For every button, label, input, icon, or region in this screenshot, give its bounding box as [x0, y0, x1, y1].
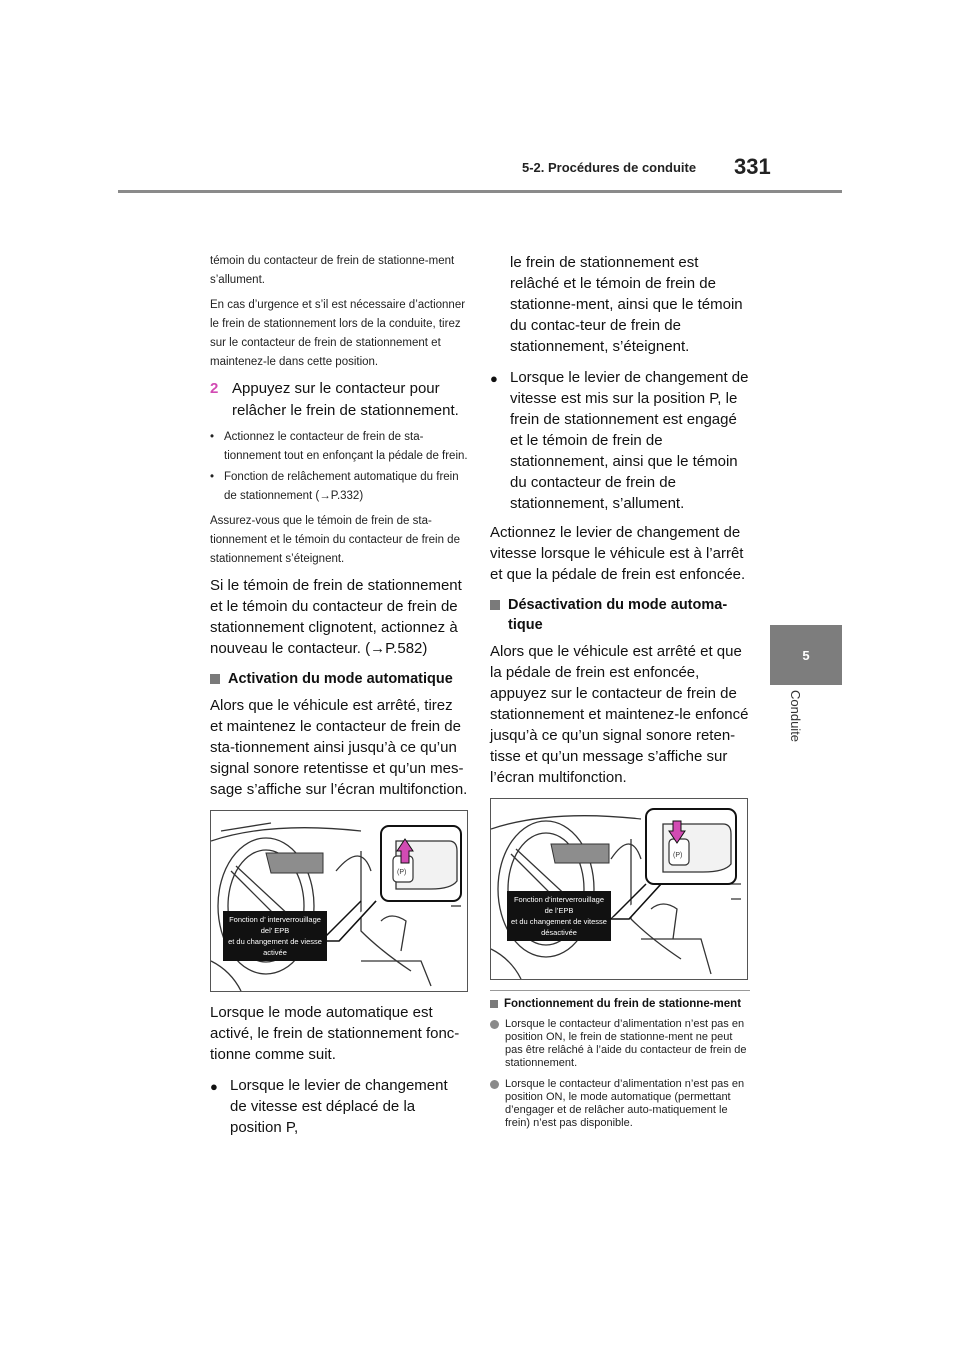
bullet-text: Lorsque le levier de changement de vitesse est déplacé de la position P, — [230, 1077, 448, 1136]
chapter-tab-number: 5 — [770, 625, 842, 685]
bullet-dot-icon: ● — [210, 1079, 218, 1094]
note-item — [490, 1078, 750, 1130]
screen-line: désactivée — [541, 928, 577, 937]
message-screen — [507, 891, 611, 941]
heading-text: Désactivation du mode automa-tique — [508, 597, 728, 633]
screen-line: de l’EPB — [544, 906, 574, 915]
screen-line: et du changement de vitesse — [511, 917, 607, 926]
square-bullet-icon — [210, 674, 220, 684]
note-divider — [490, 990, 750, 991]
dashboard-illustration — [211, 811, 467, 991]
screen-line: Fonction d’interverrouillage — [513, 895, 605, 904]
screen-line: activée — [263, 948, 287, 957]
paragraph: Alors que le véhicule est arrêté, tirez et maintenez le contacteur de frein de sta-tionnement ainsi jusqu’à ce qu’un signal sonore retentisse et qu’un mes-sage s’affiche sur l’écran multifonction. — [210, 697, 468, 798]
sub-bullet: • Fonction de relâchement automatique du frein de stationnement (→P.332) — [210, 468, 468, 506]
header-rule — [118, 190, 842, 193]
figure-activation — [210, 810, 468, 992]
note-text: Lorsque le contacteur d’alimentation n’est pas en position ON, le frein de stationne-ment ne peut pas être relâché à l’aide du contacteur de frein de stationnement. — [505, 1018, 747, 1069]
note-text: Lorsque le contacteur d’alimentation n’est pas en position ON, le mode automatique (permettant d’engager et de relâcher auto-matiquement le frein) n’est pas disponible. — [505, 1078, 745, 1129]
chapter-tab-text: Conduite — [788, 690, 803, 743]
step-number: 2 — [210, 380, 219, 397]
section-heading — [490, 595, 750, 635]
screen-line: et du changement de viesse — [228, 937, 322, 946]
bullet-text: Lorsque le levier de changement de vitesse est mis sur la position P, le frein de stationnement est engagé et le témoin de frein de stationnement, ainsi que le témoin du contacteur de frein de stationnement, s’allument. — [510, 369, 749, 512]
paragraph: En cas d’urgence et s’il est nécessaire d’actionner le frein de stationnement lors de la conduite, tirez sur le contacteur de frein de stationnement et maintenez-le dans cette position. — [210, 299, 466, 368]
paragraph: Lorsque le mode automatique est activé, le frein de stationnement fonc-tionne comme suit. — [210, 1004, 460, 1063]
paragraph: Actionnez le levier de changement de vitesse lorsque le véhicule est à l’arrêt et que la pédale de frein est enfoncée. — [490, 524, 746, 583]
circle-bullet-icon — [490, 1080, 499, 1089]
square-bullet-icon — [490, 600, 500, 610]
svg-text:(P): (P) — [673, 852, 683, 859]
note-heading — [490, 997, 750, 1012]
screen-line: Fonction d’ interverrouillage — [229, 915, 321, 924]
sub-bullet: • Actionnez le contacteur de frein de sta-tionnement tout en enfonçant la pédale de frein. — [210, 428, 468, 466]
paragraph: le frein de stationnement est relâché et le témoin de frein de stationne-ment, ainsi que le témoin du contac-teur de frein de stationnement, s’éteignent. — [510, 254, 743, 355]
left-column — [210, 252, 468, 1146]
section-heading — [210, 669, 468, 689]
heading-text: Activation du mode automatique — [228, 671, 453, 687]
figure-deactivation — [490, 798, 748, 980]
step-2 — [210, 378, 468, 422]
sub-bullet-text: Fonction de relâchement automatique du frein de stationnement (→P.332) — [224, 471, 459, 502]
section-title: 5-2. Procédures de conduite — [522, 160, 697, 175]
paragraph: Alors que le véhicule est arrêté et que la pédale de frein est enfoncée, appuyez sur le contacteur de frein de stationnement et maintenez-le enfoncé jusqu’à ce qu’un signal sonore reten-tisse et qu’un message s’affiche sur l’écran multifonction. — [490, 643, 749, 786]
paragraph: témoin du contacteur de frein de stationne-ment s’allument. — [210, 255, 455, 286]
note-item — [490, 1018, 750, 1070]
bullet-item — [210, 1075, 468, 1138]
bullet-item — [490, 367, 750, 514]
message-screen — [223, 911, 327, 961]
step-text: Appuyez sur le contacteur pour relâcher le frein de stationnement. — [232, 380, 459, 419]
page-number: 331 — [734, 154, 771, 179]
dashboard-illustration — [491, 799, 747, 979]
circle-bullet-icon — [490, 1020, 499, 1029]
square-bullet-icon — [490, 1000, 498, 1008]
paragraph: Assurez-vous que le témoin de frein de sta-tionnement et le témoin du contacteur de frein de stationnement s’éteignent. — [210, 515, 460, 565]
paragraph: Si le témoin de frein de stationnement et le témoin du contacteur de frein de stationnement clignotent, actionnez à nouveau le contacteur. (→P.582) — [210, 577, 462, 657]
note-heading-text: Fonctionnement du frein de stationne-ment — [504, 998, 742, 1010]
screen-line: del’ EPB — [260, 926, 290, 935]
sub-bullet-text: Actionnez le contacteur de frein de sta-tionnement tout en enfonçant la pédale de frein. — [224, 431, 468, 462]
bullet-dot-icon: ● — [490, 371, 498, 386]
svg-text:(P): (P) — [397, 869, 407, 876]
chapter-tab-label — [775, 690, 835, 770]
right-column — [490, 252, 750, 1138]
